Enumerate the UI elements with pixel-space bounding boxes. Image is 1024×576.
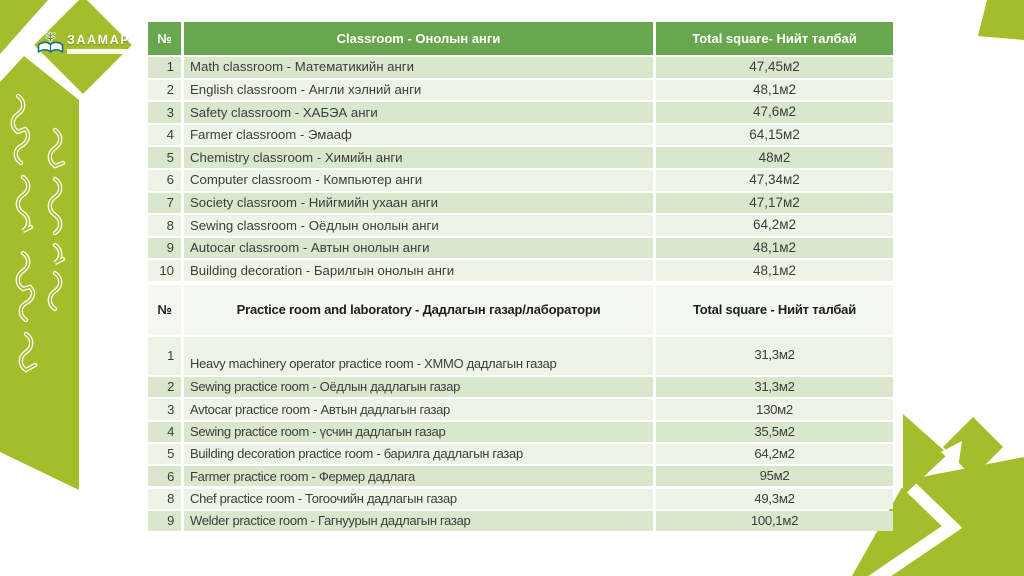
- room-name: Building decoration practice room - барилга дадлагын газар: [184, 444, 653, 464]
- facilities-table: [148, 22, 893, 533]
- room-area: 100,1м2: [656, 511, 893, 531]
- room-area: 31,3м2: [656, 337, 893, 375]
- room-area: 64,2м2: [656, 215, 893, 236]
- table-row: [148, 170, 893, 191]
- room-area: 64,15м2: [656, 125, 893, 146]
- table-row: [148, 238, 893, 259]
- room-name: Autocar classroom - Автын онолын анги: [184, 238, 653, 259]
- table-row: [148, 215, 893, 236]
- room-name: Farmer classroom - Эмааф: [184, 125, 653, 146]
- table-row: [148, 260, 893, 281]
- row-number: 1: [148, 337, 181, 375]
- room-area: 31,3м2: [656, 377, 893, 397]
- table2-header-row: [148, 285, 893, 335]
- room-area: 47,34м2: [656, 170, 893, 191]
- row-number: 9: [148, 511, 181, 531]
- table-row: [148, 147, 893, 168]
- table2-header-no: №: [148, 285, 181, 335]
- room-name: Sewing classroom - Оёдлын онолын анги: [184, 215, 653, 236]
- row-number: 3: [148, 399, 181, 419]
- school-logo: [37, 29, 135, 59]
- table1-header-value: Total square- Нийт талбай: [656, 22, 893, 55]
- table-row: [148, 125, 893, 146]
- row-number: 2: [148, 80, 181, 101]
- table-row: [148, 102, 893, 123]
- book-tree-icon: [37, 29, 64, 59]
- room-name: Safety classroom - ХАБЭА анги: [184, 102, 653, 123]
- room-area: 47,6м2: [656, 102, 893, 123]
- room-area: 48м2: [656, 147, 893, 168]
- corner-shape-top-right: [978, 0, 1024, 40]
- row-number: 3: [148, 102, 181, 123]
- room-area: 49,3м2: [656, 489, 893, 509]
- row-number: 2: [148, 377, 181, 397]
- row-number: 7: [148, 193, 181, 214]
- room-name: Heavy machinery operator practice room - ХММО дадлагын газар: [184, 337, 653, 375]
- table-row: [148, 377, 893, 397]
- table-row: [148, 399, 893, 419]
- room-name: Welder practice room - Гагнуурын дадлагын газар: [184, 511, 653, 531]
- logo-subtitle-bar: [67, 49, 131, 54]
- room-name: Math classroom - Математикийн анги: [184, 57, 653, 78]
- table1-header-name: Classroom - Онолын анги: [184, 22, 653, 55]
- room-name: Society classroom - Нийгмийн ухаан анги: [184, 193, 653, 214]
- table1-header-row: [148, 22, 893, 55]
- table1-header-no: №: [148, 22, 181, 55]
- room-area: 64,2м2: [656, 444, 893, 464]
- row-number: 8: [148, 215, 181, 236]
- room-name: English classroom - Англи хэлний анги: [184, 80, 653, 101]
- row-number: 10: [148, 260, 181, 281]
- room-name: Avtocar practice room - Автын дадлагын газар: [184, 399, 653, 419]
- room-name: Building decoration - Барилгын онолын анги: [184, 260, 653, 281]
- table-row: [148, 193, 893, 214]
- logo-text: ЗААМАР: [67, 33, 131, 48]
- table-row: [148, 80, 893, 101]
- row-number: 5: [148, 444, 181, 464]
- table2-header-name: Practice room and laboratory - Дадлагын газар/лаборатори: [184, 285, 653, 335]
- table-row: [148, 57, 893, 78]
- table-row: [148, 489, 893, 509]
- room-name: Farmer practice room - Фермер дадлага: [184, 466, 653, 486]
- row-number: 1: [148, 57, 181, 78]
- row-number: 4: [148, 422, 181, 442]
- room-area: 48,1м2: [656, 260, 893, 281]
- room-name: Chemistry classroom - Химийн анги: [184, 147, 653, 168]
- table-row: [148, 422, 893, 442]
- room-area: 47,45м2: [656, 57, 893, 78]
- row-number: 8: [148, 489, 181, 509]
- row-number: 9: [148, 238, 181, 259]
- room-name: Chef practice room - Тогоочийн дадлагын газар: [184, 489, 653, 509]
- room-name: Computer classroom - Компьютер анги: [184, 170, 653, 191]
- table-row: [148, 444, 893, 464]
- row-number: 6: [148, 466, 181, 486]
- row-number: 5: [148, 147, 181, 168]
- row-number: 4: [148, 125, 181, 146]
- room-area: 48,1м2: [656, 238, 893, 259]
- room-area: 95м2: [656, 466, 893, 486]
- room-name: Sewing practice room - Оёдлын дадлагын газар: [184, 377, 653, 397]
- table-row: [148, 337, 893, 375]
- room-name: Sewing practice room - үсчин дадлагын газар: [184, 422, 653, 442]
- table2-header-value: Total square - Нийт талбай: [656, 285, 893, 335]
- row-number: 6: [148, 170, 181, 191]
- room-area: 35,5м2: [656, 422, 893, 442]
- table-row: [148, 466, 893, 486]
- room-area: 48,1м2: [656, 80, 893, 101]
- table-row: [148, 511, 893, 531]
- room-area: 47,17м2: [656, 193, 893, 214]
- room-area: 130м2: [656, 399, 893, 419]
